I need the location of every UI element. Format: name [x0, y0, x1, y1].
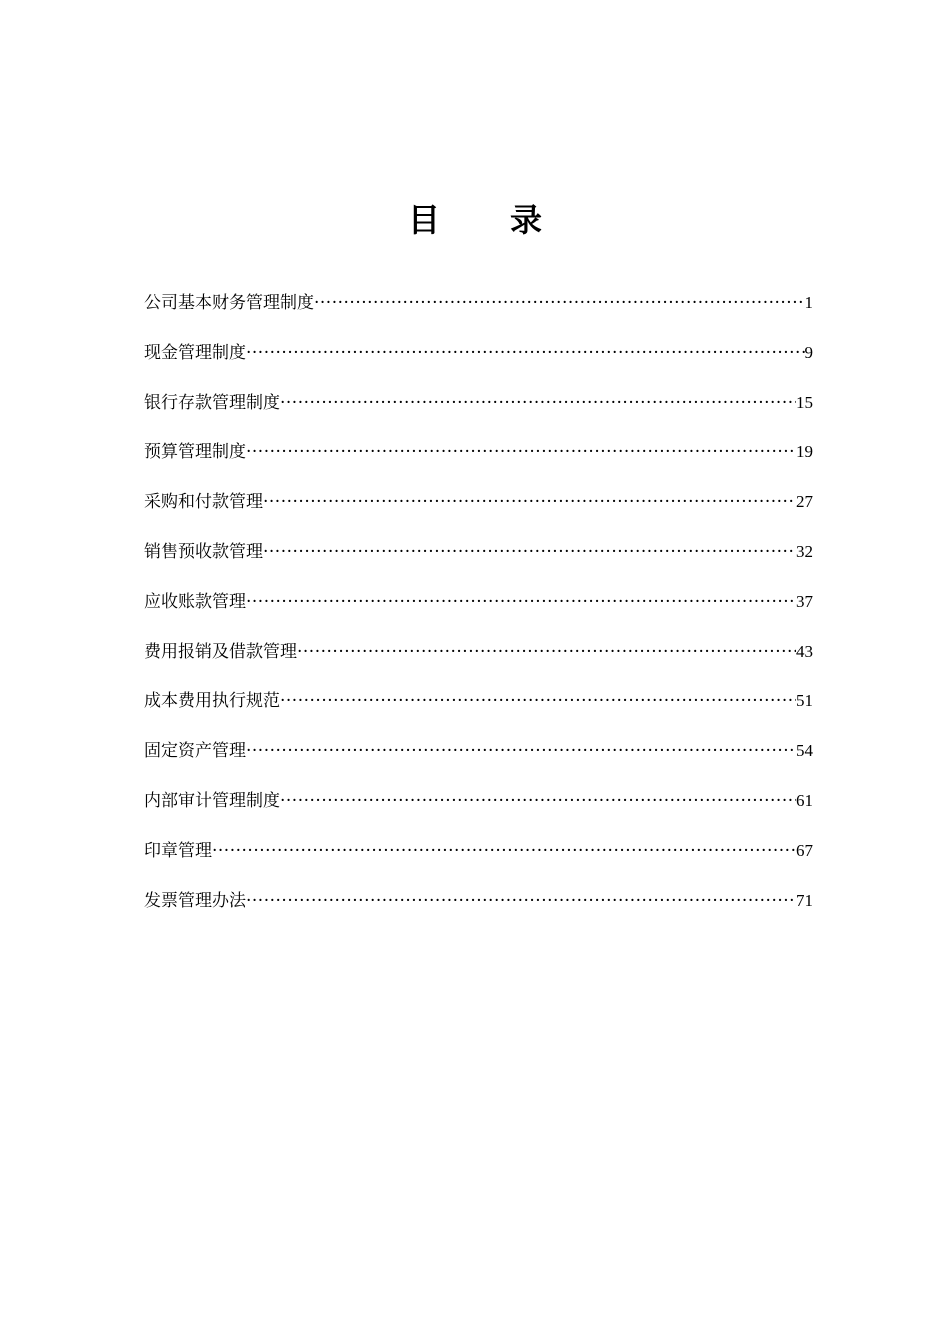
toc-entry-page: 61: [796, 790, 813, 810]
toc-entry-label: 预算管理制度: [144, 442, 246, 463]
toc-dot-leader: [314, 288, 805, 318]
toc-entry-label: 现金管理制度: [144, 342, 246, 363]
toc-entry[interactable]: [144, 338, 813, 388]
toc-dot-leader: [246, 338, 805, 368]
toc-entry-page: 43: [796, 641, 813, 661]
toc-dot-leader: [297, 637, 796, 667]
toc-entry-label: 发票管理办法: [144, 890, 246, 911]
toc-entry[interactable]: [144, 686, 813, 736]
toc-dot-leader: [246, 736, 796, 766]
toc-entry-label: 费用报销及借款管理: [144, 641, 297, 662]
toc-entry[interactable]: [144, 637, 813, 687]
toc-entry[interactable]: [144, 836, 813, 886]
toc-entry-page: 54: [796, 741, 813, 761]
toc-entry-page: 9: [804, 342, 813, 362]
toc-entry-page: 1: [804, 293, 813, 312]
toc-dot-leader: [246, 587, 796, 617]
toc-dot-leader: [280, 686, 796, 716]
toc-entry-label: 成本费用执行规范: [144, 691, 280, 712]
toc-title-char-1: 目: [407, 201, 440, 239]
toc-entry-page: 15: [796, 392, 813, 412]
toc-entry-label: 销售预收款管理: [144, 541, 263, 562]
toc-entry-label: 印章管理: [144, 840, 212, 861]
toc-entry-label: 应收账款管理: [144, 591, 246, 612]
toc-entry[interactable]: [144, 587, 813, 637]
toc-entry-page: 71: [796, 890, 813, 910]
toc-title: [0, 196, 950, 244]
toc-entry[interactable]: [144, 487, 813, 537]
toc-entry-page: 51: [796, 691, 813, 711]
toc-dot-leader: [263, 537, 796, 567]
toc-entry-label: 内部审计管理制度: [144, 790, 280, 811]
toc-entry-label: 银行存款管理制度: [144, 392, 280, 413]
toc-title-char-2: 录: [510, 201, 543, 239]
toc-entry-page: 32: [796, 541, 813, 561]
toc-entry[interactable]: [144, 786, 813, 836]
toc-entry[interactable]: [144, 388, 813, 438]
toc-entry[interactable]: [144, 537, 813, 587]
toc-dot-leader: [263, 487, 796, 517]
toc-entry[interactable]: [144, 437, 813, 487]
toc-dot-leader: [280, 786, 796, 816]
toc-entry[interactable]: [144, 886, 813, 936]
toc-entry-label: 采购和付款管理: [144, 492, 263, 513]
toc-dot-leader: [280, 388, 796, 418]
toc-entry[interactable]: [144, 288, 813, 338]
toc-entry[interactable]: [144, 736, 813, 786]
toc-entry-page: 27: [796, 492, 813, 512]
toc-list: [144, 288, 813, 935]
toc-entry-page: 19: [796, 442, 813, 462]
toc-dot-leader: [212, 836, 796, 866]
toc-entry-page: 37: [796, 591, 813, 611]
toc-entry-page: 67: [796, 840, 813, 860]
toc-dot-leader: [246, 437, 796, 467]
toc-dot-leader: [246, 886, 796, 916]
toc-entry-label: 公司基本财务管理制度: [144, 293, 314, 313]
toc-entry-label: 固定资产管理: [144, 741, 246, 762]
